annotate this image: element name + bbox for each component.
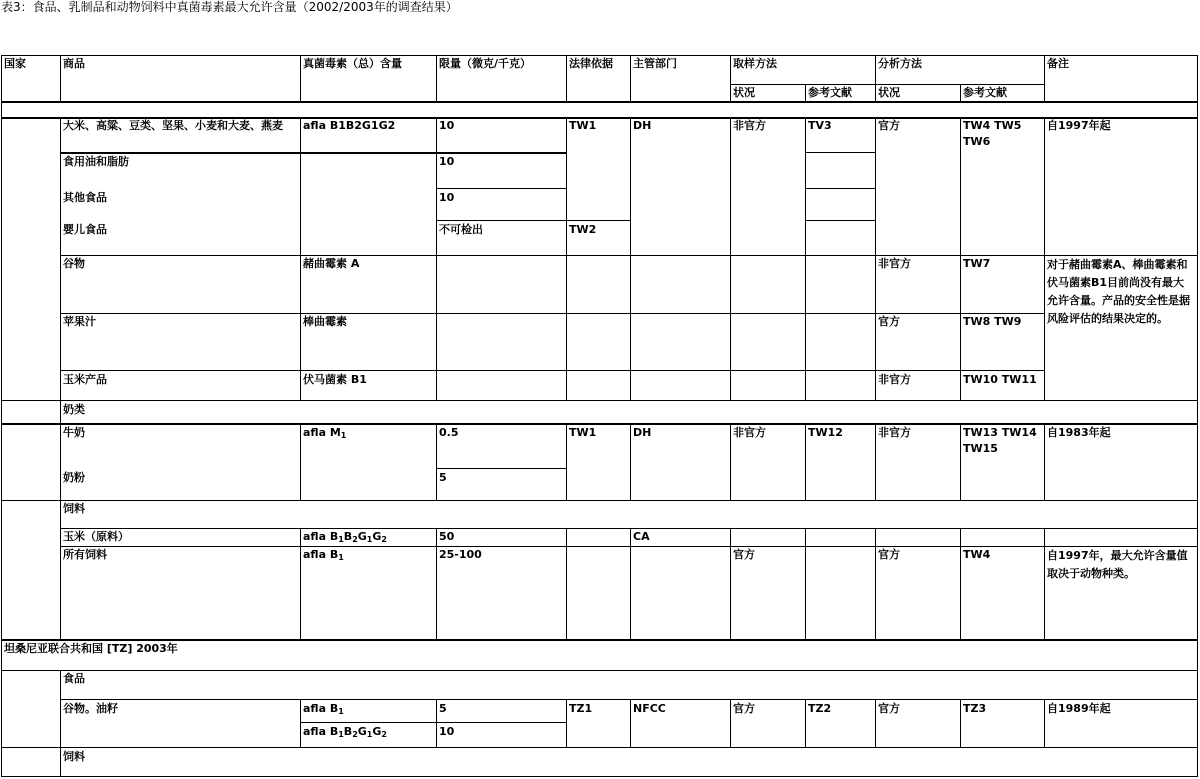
tw-r5-remarks: 对于赭曲霉素A、棒曲霉素和伏马菌素B1目前尚没有最大允许含量。产品的安全性是据风险评估的结果决定的。 [1047, 258, 1190, 325]
tw-r7-analysis-status: 非官方 [878, 373, 911, 386]
tw-r5-analysis-ref: TW7 [963, 257, 991, 270]
header-commodity: 商品 [63, 57, 85, 70]
tz-r2-mycotoxin: afla $B_1B_2G_1G_2$ [303, 725, 387, 739]
header-sampling-status: 状况 [733, 86, 755, 99]
tw-r1-analysis-status: 官方 [878, 119, 900, 132]
tw-r8-legal: TW1 [569, 426, 597, 439]
tw-r2-commodity: 食用油和脂肪 [63, 155, 129, 168]
tw-r9-commodity: 奶粉 [63, 471, 85, 484]
tw-r2-limit: 10 [439, 155, 455, 168]
tw-r1-remarks: 自1997年起 [1047, 119, 1111, 132]
tz-r1-analysis-ref: TZ3 [963, 702, 987, 715]
tw-r4-limit: 不可检出 [439, 223, 483, 236]
tz-r1-sampling-ref: TZ2 [808, 702, 832, 715]
header-country: 国家 [4, 57, 26, 70]
header-sampling: 取样方法 [733, 57, 777, 70]
header-remarks: 备注 [1047, 57, 1069, 70]
tw-r11-analysis-ref: TW4 [963, 548, 991, 561]
tw-r10-authority: CA [633, 530, 650, 543]
tw-r6-mycotoxin: 棒曲霉素 [303, 315, 347, 328]
header-analysis: 分析方法 [878, 57, 922, 70]
tw-r11-limit: 25-100 [439, 548, 482, 561]
tz-feed-label: 饲料 [63, 750, 85, 763]
header-legal-basis: 法律依据 [569, 57, 613, 70]
tw-r11-commodity: 所有饲料 [63, 548, 107, 561]
tw-r3-limit: 10 [439, 191, 455, 204]
tz-r2-limit: 10 [439, 725, 455, 738]
tw-r1-legal: TW1 [569, 119, 597, 132]
tw-r6-commodity: 苹果汁 [63, 315, 96, 328]
tw-r8-mycotoxin: afla $M_1$ [303, 426, 347, 440]
tw-r8-sampling-ref: TW12 [808, 426, 843, 439]
tw-r8-remarks: 自1983年起 [1047, 426, 1111, 439]
tw-r4-commodity: 婴儿食品 [63, 223, 107, 236]
tw-r9-limit: 5 [439, 471, 447, 484]
tw-r8-commodity: 牛奶 [63, 426, 85, 439]
tw-r7-analysis-ref: TW10 TW11 [963, 373, 1037, 386]
tw-r5-commodity: 谷物 [63, 257, 85, 270]
tz-r1-authority: NFCC [633, 702, 666, 715]
tw-dairy-label: 奶类 [63, 403, 85, 416]
tw-r8-limit: 0.5 [439, 426, 459, 439]
header-mycotoxin: 真菌毒素（总）含量 [303, 57, 402, 70]
tw-r1-authority: DH [633, 119, 652, 132]
tz-food-label: 食品 [63, 672, 85, 685]
tz-r1-analysis-status: 官方 [878, 702, 900, 715]
tw-r7-commodity: 玉米产品 [63, 373, 107, 386]
tz-r1-remarks: 自1989年起 [1047, 702, 1111, 715]
tw-r6-analysis-ref: TW8 TW9 [963, 315, 1022, 328]
tz-r1-commodity: 谷物。油籽 [63, 702, 118, 715]
tz-r1-legal: TZ1 [569, 702, 593, 715]
tw-r11-analysis-status: 官方 [878, 548, 900, 561]
tw-r1-analysis-ref: TW4 TW5 TW6 [963, 119, 1022, 148]
tz-r1-limit: 5 [439, 702, 447, 715]
tz-r1-sampling-status: 官方 [733, 702, 755, 715]
tw-r5-analysis-status: 非官方 [878, 257, 911, 270]
tz-country-title: 坦桑尼亚联合共和国 [TZ] 2003年 [4, 642, 178, 655]
tw-r1-sampling-status: 非官方 [733, 119, 766, 132]
header-analysis-status: 状况 [878, 86, 900, 99]
tw-r10-limit: 50 [439, 530, 455, 543]
table-caption: 表3：食品、乳制品和动物饲料中真菌毒素最大允许含量（2002/2003年的调查结果） [1, 0, 458, 14]
tw-r4-legal: TW2 [569, 223, 597, 236]
tw-r1-limit: 10 [439, 119, 455, 132]
tw-r8-analysis-ref: TW13 TW14 TW15 [963, 426, 1037, 455]
tw-feed-label: 饲料 [63, 502, 85, 515]
tz-r1-mycotoxin: afla $B_1$ [303, 702, 344, 716]
tw-r6-analysis-status: 官方 [878, 315, 900, 328]
tw-r11-sampling-status: 官方 [733, 548, 755, 561]
tw-r8-authority: DH [633, 426, 652, 439]
tw-r10-commodity: 玉米（原料） [63, 530, 129, 543]
tw-r3-commodity: 其他食品 [63, 191, 107, 204]
tw-r8-sampling-status: 非官方 [733, 426, 766, 439]
tw-r8-analysis-status: 非官方 [878, 426, 911, 439]
tw-r1-mycotoxin: afla B1B2G1G2 [303, 119, 396, 132]
tw-r5-mycotoxin: 赭曲霉素 A [303, 257, 360, 270]
tw-r10-mycotoxin: afla $B_1B_2G_1G_2$ [303, 530, 387, 544]
header-limit: 限量（微克/千克） [439, 57, 532, 70]
header-analysis-reference: 参考文献 [963, 86, 1007, 99]
tw-r11-remarks: 自1997年，最大允许含量值取决于动物种类。 [1047, 549, 1188, 580]
tw-r1-sampling-ref: TV3 [808, 119, 832, 132]
header-authority: 主管部门 [633, 57, 677, 70]
tw-r1-commodity: 大米、高粱、豆类、坚果、小麦和大麦、燕麦 [63, 119, 283, 132]
header-sampling-reference: 参考文献 [808, 86, 852, 99]
tw-r11-mycotoxin: afla $B_1$ [303, 548, 344, 562]
tw-r7-mycotoxin: 伏马菌素 B1 [303, 373, 367, 386]
